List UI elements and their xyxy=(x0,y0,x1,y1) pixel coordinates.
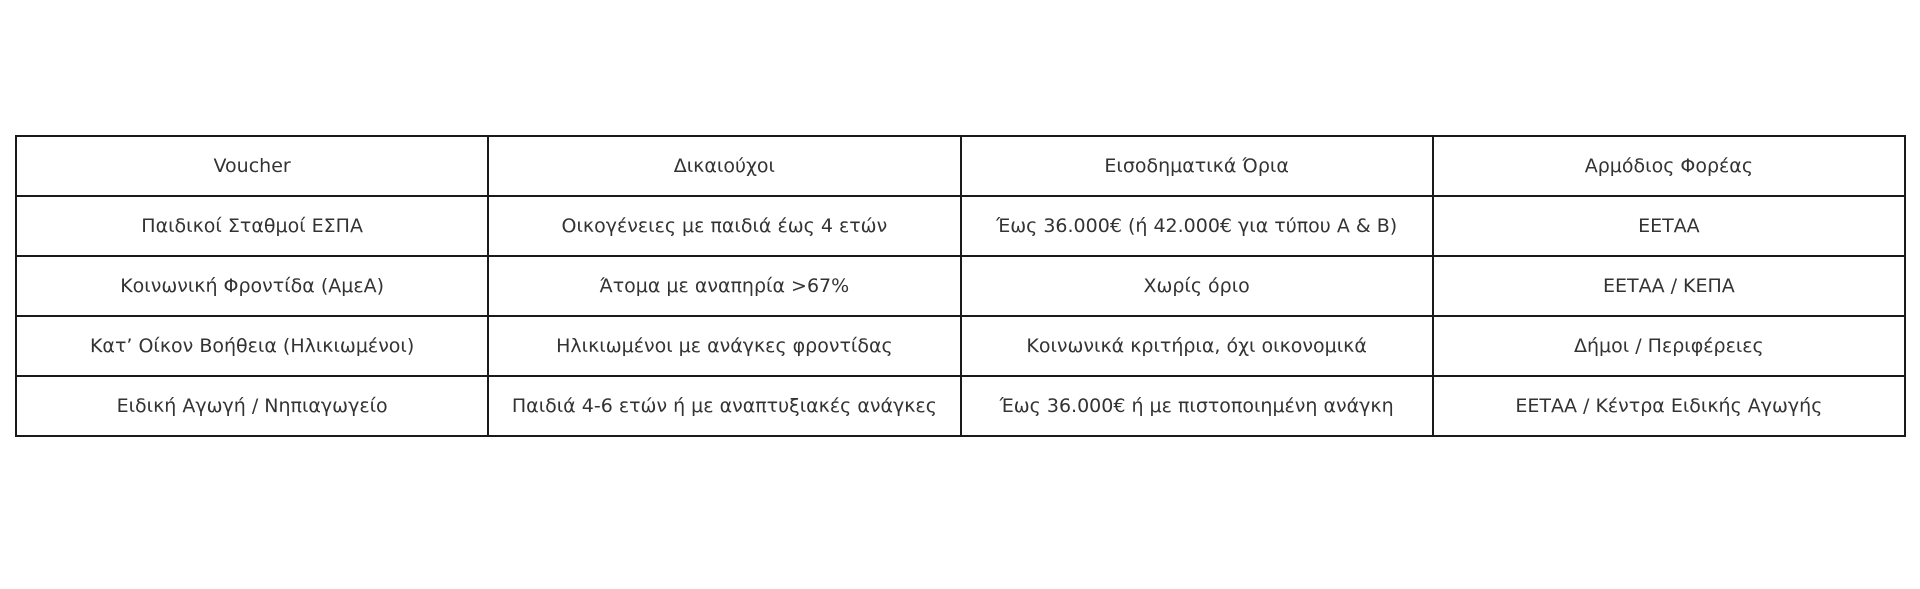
table-cell: ΕΕΤΑΑ xyxy=(1433,196,1905,256)
table-cell: Κοινωνική Φροντίδα (ΑμεΑ) xyxy=(16,256,488,316)
table-row xyxy=(16,256,1905,316)
table-cell: Χωρίς όριο xyxy=(961,256,1433,316)
voucher-table-container xyxy=(15,135,1906,437)
table-row xyxy=(16,316,1905,376)
table-cell: ΕΕΤΑΑ / Κέντρα Ειδικής Αγωγής xyxy=(1433,376,1905,436)
table-cell: Ειδική Αγωγή / Νηπιαγωγείο xyxy=(16,376,488,436)
table-header-row xyxy=(16,136,1905,196)
table-cell: Έως 36.000€ (ή 42.000€ για τύπου Α & Β) xyxy=(961,196,1433,256)
table-cell: ΕΕΤΑΑ / ΚΕΠΑ xyxy=(1433,256,1905,316)
table-cell: Κατ’ Οίκον Βοήθεια (Ηλικιωμένοι) xyxy=(16,316,488,376)
voucher-table xyxy=(15,135,1906,437)
table-cell: Παιδιά 4-6 ετών ή με αναπτυξιακές ανάγκες xyxy=(488,376,960,436)
table-cell: Έως 36.000€ ή με πιστοποιημένη ανάγκη xyxy=(961,376,1433,436)
table-row xyxy=(16,196,1905,256)
table-cell: Άτομα με αναπηρία >67% xyxy=(488,256,960,316)
table-cell: Οικογένειες με παιδιά έως 4 ετών xyxy=(488,196,960,256)
header-voucher: Voucher xyxy=(16,136,488,196)
table-cell: Ηλικιωμένοι με ανάγκες φροντίδας xyxy=(488,316,960,376)
table-cell: Παιδικοί Σταθμοί ΕΣΠΑ xyxy=(16,196,488,256)
header-responsible-body: Αρμόδιος Φορέας xyxy=(1433,136,1905,196)
header-beneficiaries: Δικαιούχοι xyxy=(488,136,960,196)
table-row xyxy=(16,376,1905,436)
table-cell: Κοινωνικά κριτήρια, όχι οικονομικά xyxy=(961,316,1433,376)
table-cell: Δήμοι / Περιφέρειες xyxy=(1433,316,1905,376)
header-income-limits: Εισοδηματικά Όρια xyxy=(961,136,1433,196)
